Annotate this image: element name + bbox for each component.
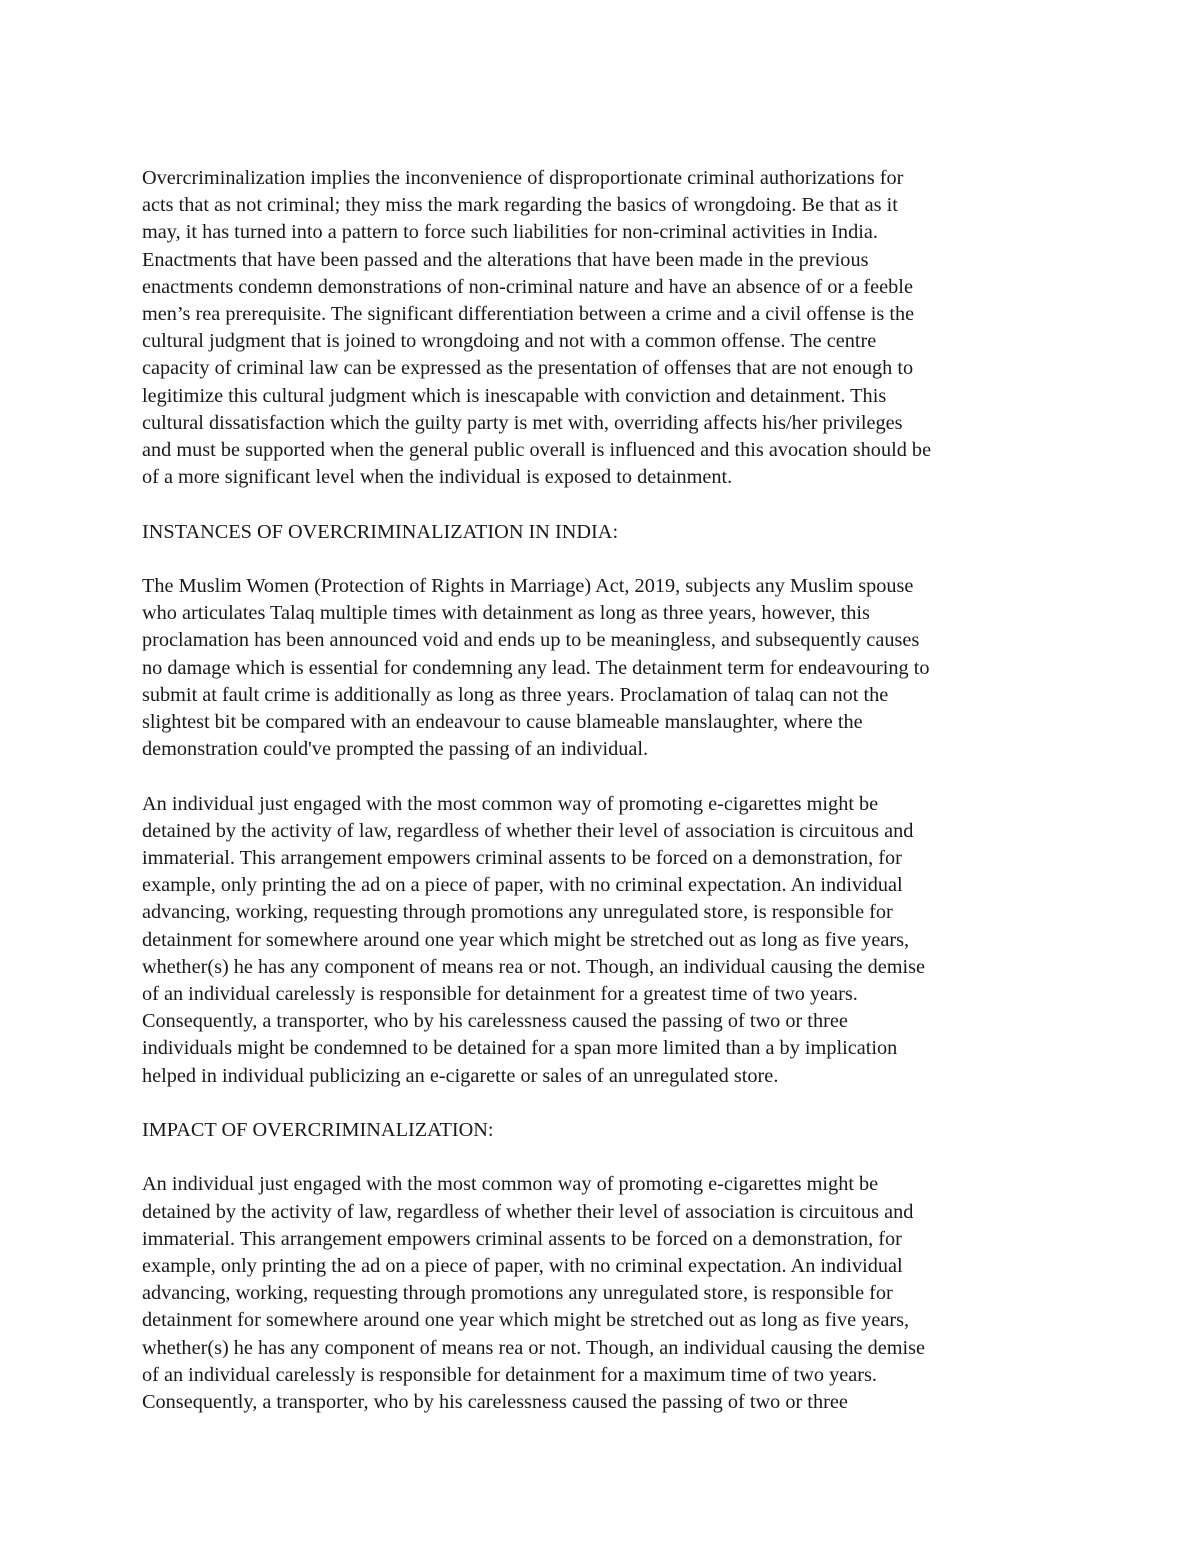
section-heading-instances: INSTANCES OF OVERCRIMINALIZATION IN INDIA: (142, 520, 619, 543)
paragraph-intro (142, 165, 1062, 491)
text-line: immaterial. This arrangement empowers criminal assents to be forced on a demonstration, for (142, 847, 902, 870)
text-line: no damage which is essential for condemning any lead. The detainment term for endeavouring to (142, 656, 930, 679)
text-line: of an individual carelessly is responsible for detainment for a greatest time of two years. (142, 983, 858, 1006)
paragraph-e-cigarettes (142, 791, 1062, 1090)
text-line: Consequently, a transporter, who by his carelessness caused the passing of two or three (142, 1391, 848, 1414)
text-line: detained by the activity of law, regardless of whether their level of association is circuitous and (142, 819, 914, 842)
text-line: whether(s) he has any component of means rea or not. Though, an individual causing the demise (142, 955, 926, 978)
text-line: cultural dissatisfaction which the guilty party is met with, overriding affects his/her privileges (142, 411, 903, 434)
document-body (142, 165, 1062, 1443)
text-line: detained by the activity of law, regardless of whether their level of association is circuitous and (142, 1200, 914, 1223)
text-line: of a more significant level when the individual is exposed to detainment. (142, 466, 733, 489)
text-line: and must be supported when the general public overall is influenced and this avocation should be (142, 439, 932, 462)
paragraph-impact (142, 1171, 1062, 1416)
text-line: An individual just engaged with the most common way of promoting e-cigarettes might be (142, 1173, 879, 1196)
paragraph-talaq (142, 573, 1062, 763)
text-line: Overcriminalization implies the inconvenience of disproportionate criminal authorizations for (142, 167, 904, 189)
section-heading-impact: IMPACT OF OVERCRIMINALIZATION: (142, 1119, 494, 1142)
text-line: acts that as not criminal; they miss the mark regarding the basics of wrongdoing. Be that as it (142, 194, 898, 217)
text-line: legitimize this cultural judgment which is inescapable with conviction and detainment. This (142, 384, 887, 407)
text-line: men’s rea prerequisite. The significant differentiation between a crime and a civil offense is the (142, 303, 915, 326)
text-line: cultural judgment that is joined to wrongdoing and not with a common offense. The centre (142, 330, 877, 353)
text-line: helped in individual publicizing an e-cigarette or sales of an unregulated store. (142, 1064, 779, 1087)
text-line: detainment for somewhere around one year which might be stretched out as long as five years, (142, 1309, 910, 1332)
text-line: immaterial. This arrangement empowers criminal assents to be forced on a demonstration, for (142, 1227, 902, 1250)
text-line: enactments condemn demonstrations of non-criminal nature and have an absence of or a feeble (142, 275, 913, 298)
text-line: whether(s) he has any component of means rea or not. Though, an individual causing the demise (142, 1336, 926, 1359)
text-line: advancing, working, requesting through promotions any unregulated store, is responsible for (142, 1282, 893, 1305)
text-line: Enactments that have been passed and the alterations that have been made in the previous (142, 248, 869, 271)
text-line: may, it has turned into a pattern to force such liabilities for non-criminal activities in India. (142, 221, 878, 244)
text-line: advancing, working, requesting through promotions any unregulated store, is responsible for (142, 901, 893, 924)
text-line: detainment for somewhere around one year which might be stretched out as long as five years, (142, 928, 910, 951)
text-line: An individual just engaged with the most common way of promoting e-cigarettes might be (142, 792, 879, 815)
text-line: submit at fault crime is additionally as long as three years. Proclamation of talaq can not the (142, 683, 889, 706)
text-line: example, only printing the ad on a piece of paper, with no criminal expectation. An individual (142, 1255, 903, 1278)
text-line: The Muslim Women (Protection of Rights in Marriage) Act, 2019, subjects any Muslim spouse (142, 575, 914, 598)
text-line: Consequently, a transporter, who by his carelessness caused the passing of two or three (142, 1010, 848, 1033)
text-line: capacity of criminal law can be expressed as the presentation of offenses that are not enough to (142, 357, 914, 380)
text-line: proclamation has been announced void and ends up to be meaningless, and subsequently causes (142, 629, 920, 652)
text-line: who articulates Talaq multiple times with detainment as long as three years, however, this (142, 602, 870, 625)
text-line: slightest bit be compared with an endeavour to cause blameable manslaughter, where the (142, 711, 863, 734)
text-line: example, only printing the ad on a piece of paper, with no criminal expectation. An individual (142, 874, 903, 897)
text-line: individuals might be condemned to be detained for a span more limited than a by implication (142, 1037, 898, 1060)
text-line: of an individual carelessly is responsible for detainment for a maximum time of two years. (142, 1363, 877, 1386)
text-line: demonstration could've prompted the passing of an individual. (142, 738, 649, 761)
